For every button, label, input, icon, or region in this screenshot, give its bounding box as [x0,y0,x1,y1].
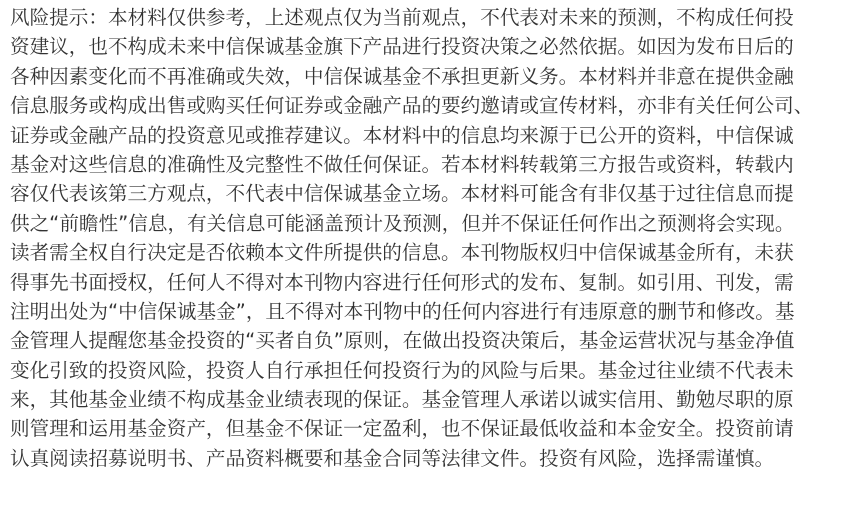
disclaimer-line-16: 认真阅读招募说明书、产品资料概要和基金合同等法律文件。投资有风险，选择需谨慎。 [10,446,775,470]
disclaimer-line-15: 则管理和运用基金资产，但基金不保证一定盈利，也不保证最低收益和本金安全。投资前请 [10,417,794,441]
disclaimer-line-3: 各种因素变化而不再准确或失效，中信保诚基金不承担更新义务。本材料并非意在提供金融 [10,64,794,88]
disclaimer-line-10: 得事先书面授权，任何人不得对本刊物内容进行任何形式的发布、复制。如引用、刊发，需 [10,270,794,294]
disclaimer-line-7: 容仅代表该第三方观点，不代表中信保诚基金立场。本材料可能含有非仅基于过往信息而提 [10,182,794,206]
disclaimer-line-6: 基金对这些信息的准确性及完整性不做任何保证。若本材料转载第三方报告或资料，转载内 [10,152,794,176]
disclaimer-line-13: 变化引致的投资风险，投资人自行承担任何投资行为的风险与后果。基金过往业绩不代表未 [10,358,794,382]
disclaimer-line-14: 来，其他基金业绩不构成基金业绩表现的保证。基金管理人承诺以诚实信用、勤勉尽职的原 [10,388,794,412]
disclaimer-line-1: 风险提示：本材料仅供参考，上述观点仅为当前观点，不代表对未来的预测，不构成任何投 [10,6,794,29]
disclaimer-line-11: 注明出处为“中信保诚基金”，且不得对本刊物中的任何内容进行有违原意的删节和修改。基 [10,299,795,323]
disclaimer-line-4: 信息服务或构成出售或购买任何证券或金融产品的要约邀请或宣传材料，亦非有关任何公司、 [10,94,814,118]
disclaimer-line-8: 供之“前瞻性”信息，有关信息可能涵盖预计及预测，但并不保证任何作出之预测将会实现。 [10,211,795,235]
disclaimer-line-2: 资建议，也不构成未来中信保诚基金旗下产品进行投资决策之必然依据。如因为发布日后的 [10,35,794,59]
disclaimer-line-5: 证券或金融产品的投资意见或推荐建议。本材料中的信息均来源于已公开的资料，中信保诚 [10,123,794,147]
disclaimer-line-12: 金管理人提醒您基金投资的“买者自负”原则，在做出投资决策后，基金运营状况与基金净值 [10,329,795,353]
disclaimer-line-9: 读者需全权自行决定是否依赖本文件所提供的信息。本刊物版权归中信保诚基金所有，未获 [10,241,794,265]
